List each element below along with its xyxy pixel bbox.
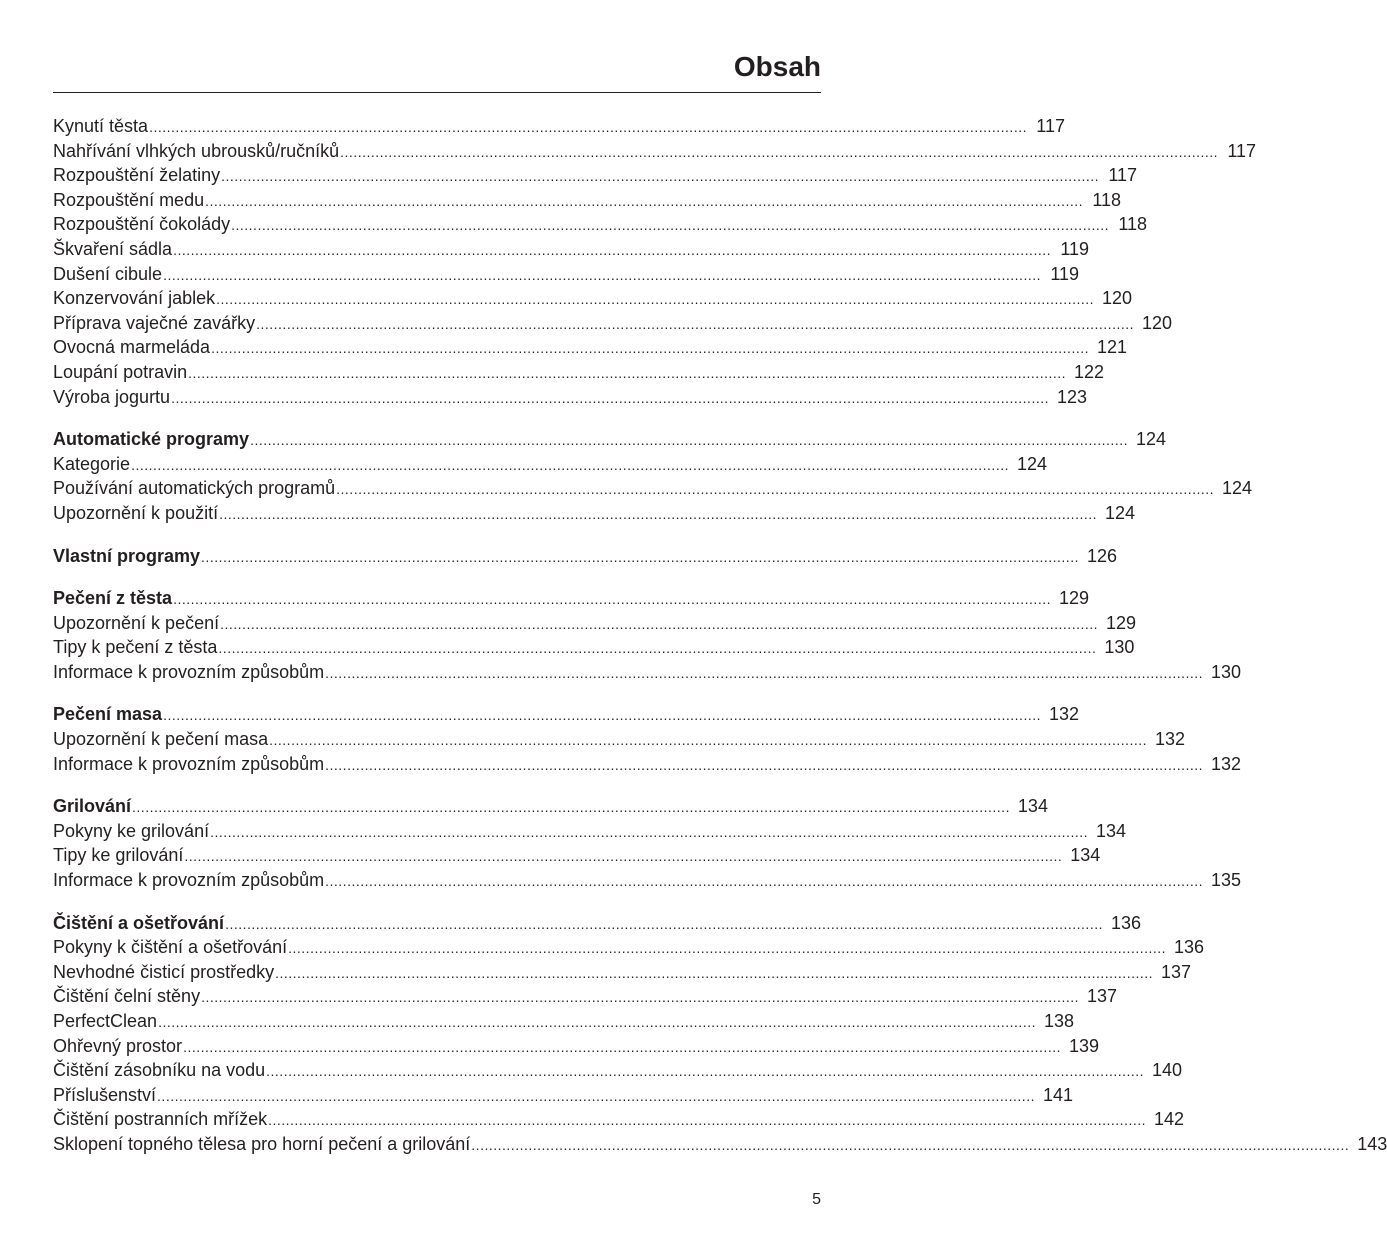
- toc-chapter-entry[interactable]: [53, 586, 1089, 611]
- toc-section: [53, 114, 1257, 409]
- toc-entry-page: 119: [1060, 238, 1090, 259]
- toc-entry[interactable]: [53, 727, 1186, 752]
- dot-leader: ........................................................................................................................................................................................................: [269, 732, 1148, 749]
- dot-leader: ........................................................................................................................................................................................................: [188, 364, 1067, 381]
- toc-entry-page: 129: [1058, 588, 1089, 609]
- toc-entry[interactable]: [53, 139, 1257, 164]
- dot-leader: ........................................................................................................................................................................................................: [268, 1112, 1147, 1129]
- toc-entry-label: Tipy ke grilování: [53, 845, 184, 866]
- dot-leader: ........................................................................................................................................................................................................: [201, 989, 1080, 1006]
- toc-entry-label: Nahřívání vlhkých ubrousků/ručníků: [53, 140, 340, 161]
- toc-entry-page: 120: [1141, 312, 1173, 333]
- toc-entry-label: Loupání potravin: [53, 361, 188, 382]
- toc-entry-page: 143: [1357, 1133, 1387, 1154]
- toc-entry[interactable]: [53, 188, 1122, 213]
- toc-entry[interactable]: [53, 868, 1242, 893]
- toc-entry-label: Nevhodné čisticí prostředky: [53, 961, 275, 982]
- toc-entry-page: 118: [1118, 214, 1148, 235]
- toc-entry-label: Pečení z těsta: [53, 588, 173, 609]
- toc-entry-page: 141: [1042, 1084, 1073, 1105]
- dot-leader: ........................................................................................................................................................................................................: [163, 707, 1042, 724]
- toc-entry-page: 117: [1108, 165, 1138, 186]
- toc-entry-label: Čištění zásobníku na vodu: [53, 1060, 266, 1081]
- dot-leader: ........................................................................................................................................................................................................: [220, 615, 1099, 632]
- dot-leader: ........................................................................................................................................................................................................: [205, 192, 1084, 209]
- dot-leader: ........................................................................................................................................................................................................: [157, 1087, 1035, 1104]
- dot-leader: ........................................................................................................................................................................................................: [325, 873, 1204, 890]
- dot-leader: ........................................................................................................................................................................................................: [201, 548, 1079, 565]
- toc-entry-label: Ovocná marmeláda: [53, 337, 211, 358]
- dot-leader: ........................................................................................................................................................................................................: [471, 1136, 1350, 1153]
- toc-entry-page: 122: [1074, 361, 1105, 382]
- toc-entry-label: Škvaření sádla: [53, 238, 173, 259]
- toc-entry[interactable]: [53, 1107, 1185, 1132]
- toc-entry-label: Informace k provozním způsobům: [53, 870, 325, 891]
- toc-entry-label: Rozpouštění čokolády: [53, 214, 231, 235]
- toc-chapter-entry[interactable]: [53, 427, 1166, 452]
- toc-entry-page: 140: [1152, 1060, 1183, 1081]
- toc-entry-label: Ohřevný prostor: [53, 1035, 183, 1056]
- toc-entry[interactable]: [53, 935, 1205, 960]
- toc-entry[interactable]: [53, 635, 1135, 660]
- toc-entry-label: Příprava vaječné zavářky: [53, 312, 256, 333]
- toc-entry-page: 137: [1086, 986, 1118, 1007]
- table-of-contents: [53, 114, 1387, 1175]
- toc-entry-page: 132: [1211, 753, 1242, 774]
- toc-entry-page: 124: [1222, 478, 1253, 499]
- dot-leader: ........................................................................................................................................................................................................: [216, 291, 1095, 308]
- toc-entry[interactable]: [53, 819, 1127, 844]
- toc-entry[interactable]: [53, 1058, 1183, 1083]
- toc-chapter-entry[interactable]: [53, 911, 1141, 936]
- page-title: Obsah: [733, 51, 821, 82]
- toc-entry-label: Pečení masa: [53, 704, 163, 725]
- toc-entry[interactable]: [53, 163, 1138, 188]
- toc-entry[interactable]: [53, 237, 1090, 262]
- toc-entry[interactable]: [53, 611, 1137, 636]
- toc-entry-page: 129: [1106, 612, 1137, 633]
- toc-entry-label: Čištění postranních mřížek: [53, 1109, 268, 1130]
- toc-entry-page: 130: [1211, 661, 1242, 682]
- toc-entry-label: Pokyny ke grilování: [53, 820, 210, 841]
- dot-leader: ........................................................................................................................................................................................................: [183, 1038, 1061, 1055]
- toc-entry[interactable]: [53, 452, 1047, 477]
- toc-entry-page: 132: [1048, 704, 1080, 725]
- toc-entry-label: Informace k provozním způsobům: [53, 661, 325, 682]
- toc-entry-page: 124: [1135, 429, 1166, 450]
- toc-entry-label: Grilování: [53, 796, 132, 817]
- toc-entry-label: Kategorie: [53, 453, 131, 474]
- dot-leader: ........................................................................................................................................................................................................: [210, 823, 1089, 840]
- dot-leader: ........................................................................................................................................................................................................: [171, 389, 1050, 406]
- toc-entry-page: 134: [1095, 820, 1127, 841]
- toc-entry-page: 138: [1043, 1011, 1074, 1031]
- toc-entry-page: 124: [1016, 453, 1047, 474]
- toc-section: [53, 427, 1253, 525]
- toc-entry[interactable]: [53, 501, 1136, 526]
- toc-entry[interactable]: [53, 960, 1192, 985]
- toc-entry[interactable]: [53, 360, 1105, 385]
- toc-entry-page: 142: [1153, 1109, 1185, 1130]
- toc-entry-page: 126: [1086, 545, 1117, 566]
- dot-leader: ........................................................................................................................................................................................................: [250, 432, 1128, 449]
- toc-entry-page: 117: [1036, 116, 1065, 136]
- dot-leader: ........................................................................................................................................................................................................: [231, 217, 1110, 234]
- toc-entry[interactable]: [53, 1132, 1387, 1157]
- toc-entry-page: 136: [1110, 912, 1141, 933]
- toc-entry-page: 118: [1092, 189, 1122, 210]
- dot-leader: ........................................................................................................................................................................................................: [288, 940, 1167, 957]
- toc-section: [53, 794, 1242, 892]
- toc-entry-page: 119: [1050, 263, 1080, 284]
- toc-entry[interactable]: [53, 262, 1080, 287]
- toc-entry[interactable]: [53, 385, 1088, 410]
- toc-entry[interactable]: [53, 660, 1242, 685]
- toc-entry-label: Rozpouštění želatiny: [53, 165, 221, 186]
- toc-section: [53, 586, 1242, 684]
- toc-entry-page: 124: [1104, 502, 1136, 523]
- toc-entry-label: Dušení cibule: [53, 263, 163, 284]
- dot-leader: ........................................................................................................................................................................................................: [266, 1063, 1145, 1080]
- toc-entry-page: 120: [1102, 288, 1133, 309]
- dot-leader: ........................................................................................................................................................................................................: [219, 505, 1098, 522]
- toc-entry-page: 121: [1096, 337, 1128, 358]
- dot-leader: ........................................................................................................................................................................................................: [173, 591, 1051, 608]
- toc-entry-label: Upozornění k použití: [53, 502, 219, 523]
- toc-entry-label: Sklopení topného tělesa pro horní pečení a grilování: [53, 1133, 471, 1154]
- toc-entry-page: 135: [1211, 870, 1242, 891]
- dot-leader: ........................................................................................................................................................................................................: [275, 964, 1154, 981]
- toc-section: [53, 702, 1242, 776]
- toc-entry-label: Vlastní programy: [53, 545, 201, 566]
- toc-entry-page: 136: [1174, 937, 1205, 958]
- toc-entry-page: 139: [1068, 1035, 1099, 1056]
- toc-entry-label: Upozornění k pečení: [53, 612, 220, 633]
- toc-entry-label: Používání automatických programů: [53, 478, 336, 499]
- toc-entry-label: Výroba jogurtu: [53, 386, 171, 407]
- dot-leader: ........................................................................................................................................................................................................: [256, 315, 1135, 332]
- toc-entry[interactable]: [53, 335, 1128, 360]
- toc-section: [53, 544, 1117, 569]
- dot-leader: ........................................................................................................................................................................................................: [131, 456, 1009, 473]
- toc-entry-label: Tipy k pečení z těsta: [53, 637, 218, 658]
- toc-entry-label: Upozornění k pečení masa: [53, 729, 269, 750]
- toc-entry[interactable]: [53, 1009, 1074, 1034]
- toc-entry[interactable]: [53, 212, 1148, 237]
- toc-chapter-entry[interactable]: [53, 702, 1080, 727]
- dot-leader: ........................................................................................................................................................................................................: [132, 799, 1010, 816]
- dot-leader: ........................................................................................................................................................................................................: [158, 1014, 1036, 1030]
- toc-section: [53, 911, 1387, 1157]
- page-number: 5: [812, 1191, 821, 1208]
- toc-entry-page: 130: [1104, 637, 1135, 658]
- dot-leader: ........................................................................................................................................................................................................: [325, 756, 1204, 773]
- toc-chapter-entry[interactable]: [53, 794, 1048, 819]
- toc-entry-label: Kynutí těsta: [53, 116, 149, 136]
- toc-entry[interactable]: [53, 1083, 1073, 1108]
- toc-entry-label: Informace k provozním způsobům: [53, 753, 325, 774]
- dot-leader: ........................................................................................................................................................................................................: [218, 640, 1097, 657]
- dot-leader: ........................................................................................................................................................................................................: [221, 168, 1100, 185]
- toc-entry-page: 123: [1056, 386, 1088, 407]
- toc-entry-page: 134: [1070, 845, 1101, 866]
- toc-entry-label: Konzervování jablek: [53, 288, 216, 309]
- toc-entry-page: 137: [1161, 961, 1192, 982]
- toc-entry[interactable]: [53, 984, 1118, 1009]
- toc-entry-label: PerfectClean: [53, 1011, 158, 1031]
- dot-leader: ........................................................................................................................................................................................................: [163, 266, 1042, 283]
- dot-leader: ........................................................................................................................................................................................................: [336, 481, 1215, 498]
- toc-entry[interactable]: [53, 114, 1065, 139]
- toc-entry-page: 134: [1017, 796, 1048, 817]
- dot-leader: ........................................................................................................................................................................................................: [149, 119, 1027, 135]
- toc-entry[interactable]: [53, 1034, 1099, 1059]
- page-header: [53, 50, 821, 93]
- toc-entry[interactable]: [53, 843, 1101, 868]
- dot-leader: ........................................................................................................................................................................................................: [225, 915, 1103, 932]
- toc-entry-label: Automatické programy: [53, 429, 250, 450]
- toc-entry-label: Čištění čelní stěny: [53, 986, 201, 1007]
- toc-entry[interactable]: [53, 286, 1133, 311]
- toc-entry-label: Pokyny k čištění a ošetřování: [53, 937, 288, 958]
- toc-entry-page: 117: [1227, 140, 1257, 161]
- dot-leader: ........................................................................................................................................................................................................: [325, 664, 1204, 681]
- toc-entry-page: 132: [1155, 729, 1186, 750]
- toc-chapter-entry[interactable]: [53, 544, 1117, 569]
- toc-entry-label: Rozpouštění medu: [53, 189, 205, 210]
- toc-entry[interactable]: [53, 476, 1253, 501]
- toc-entry[interactable]: [53, 311, 1173, 336]
- toc-entry-label: Čištění a ošetřování: [53, 912, 225, 933]
- dot-leader: ........................................................................................................................................................................................................: [173, 241, 1052, 258]
- toc-entry-label: Příslušenství: [53, 1084, 157, 1105]
- dot-leader: ........................................................................................................................................................................................................: [340, 143, 1219, 160]
- dot-leader: ........................................................................................................................................................................................................: [184, 848, 1063, 865]
- dot-leader: ........................................................................................................................................................................................................: [211, 340, 1090, 357]
- toc-entry[interactable]: [53, 752, 1242, 777]
